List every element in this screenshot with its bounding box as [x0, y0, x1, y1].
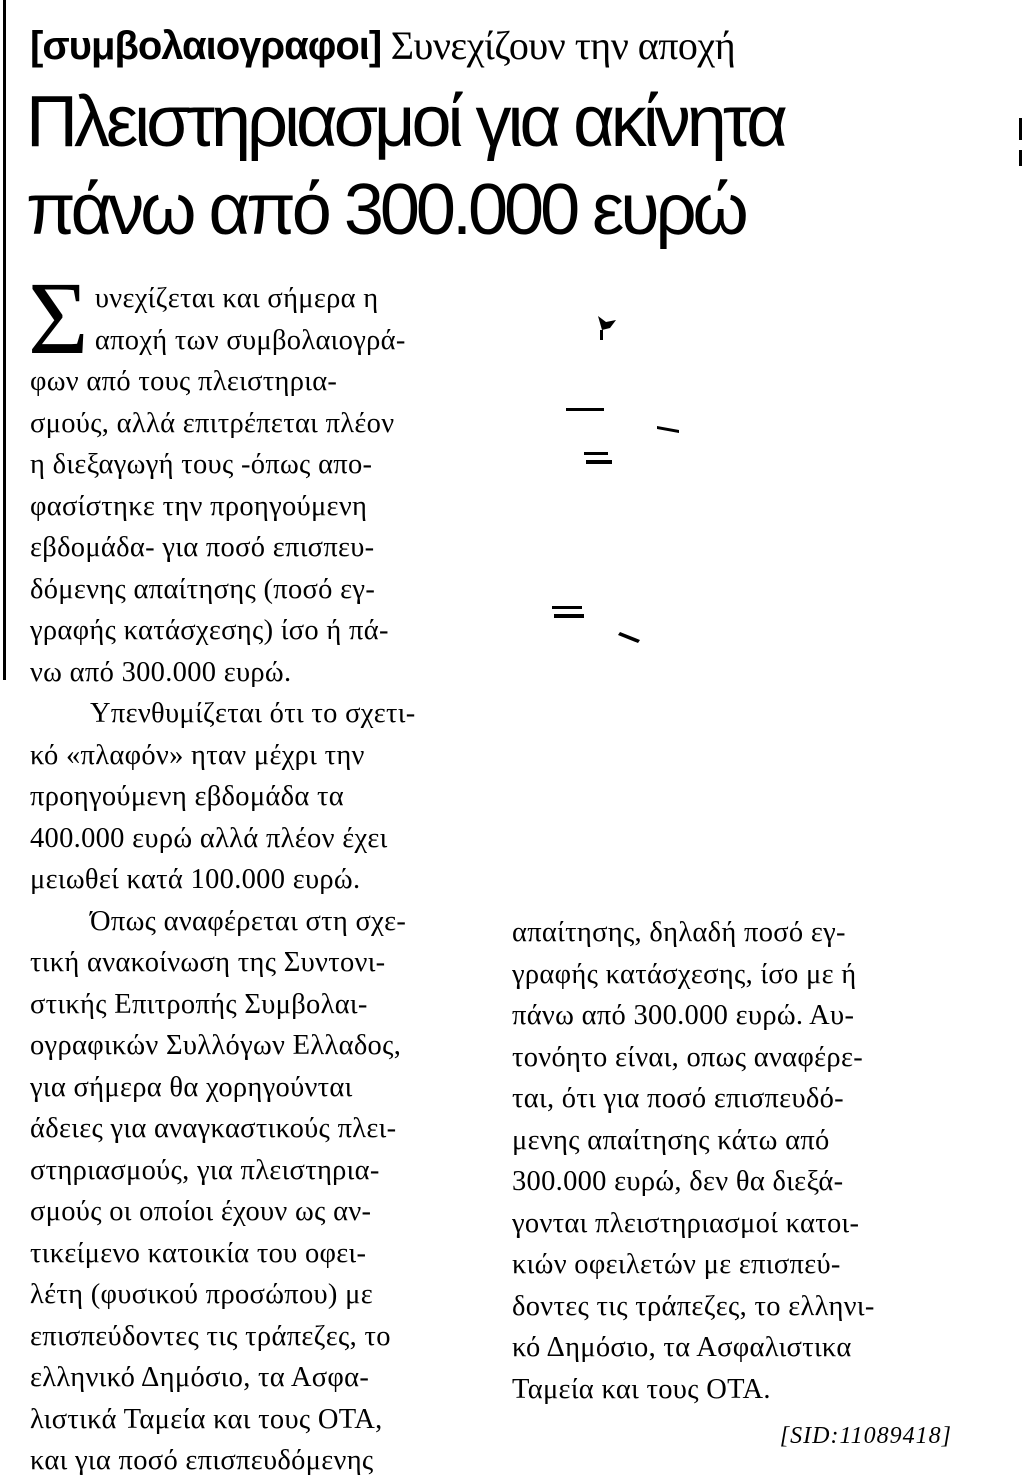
text-line: στηριασμούς, για πλειστηρια-: [30, 1154, 380, 1186]
text-line: ελληνικό Δημόσιο, τα Ασφα-: [30, 1362, 370, 1393]
text-line: μειωθεί κατά 100.000 ευρώ.: [30, 864, 361, 895]
scan-speck: [586, 460, 612, 464]
headline-line: πάνω από 300.000 ευρώ: [26, 170, 745, 250]
text-line: γραφής κατάσχεσης, ίσο με ή: [512, 958, 857, 990]
text-line: Όπως αναφέρεται στη σχε-: [90, 905, 407, 937]
text-line: γονται πλειστηριασμοί κατοι-: [512, 1207, 860, 1239]
scan-speck: [566, 408, 604, 411]
text-line: δοντες τις τράπεζες, το ελληνι-: [512, 1290, 875, 1322]
sid-reference: [SID:11089418]: [779, 1423, 952, 1449]
text-line: εβδομάδα- για ποσό επισπευ-: [30, 532, 375, 563]
text-line: Υπενθυμίζεται ότι το σχετι-: [90, 698, 416, 729]
text-line: 400.000 ευρώ αλλά πλέον έχει: [30, 822, 388, 854]
text-line: κό «πλαφόν» ηταν μέχρι την: [30, 739, 365, 771]
scan-speck: [600, 330, 603, 340]
text-line: επισπεύδοντες τις τράπεζες, το: [30, 1320, 391, 1352]
text-line: τονόητο είναι, οπως αναφέρε-: [512, 1041, 863, 1073]
text-line: και για ποσό επισπευδόμενης: [30, 1445, 374, 1476]
text-line: σμούς, αλλά επιτρέπεται πλέον: [30, 407, 395, 439]
scan-speck: [552, 606, 582, 609]
text-line: τικείμενο κατοικία του οφει-: [30, 1237, 367, 1269]
drop-cap: Σ: [28, 261, 89, 376]
scan-speck: [657, 426, 679, 433]
text-line: η διεξαγωγή τους -όπως απο-: [30, 449, 373, 480]
text-line: λέτη (φυσικού προσώπου) με: [30, 1279, 373, 1310]
text-line: φων από τους πλειστηρια-: [30, 366, 338, 397]
scan-speck: [584, 452, 608, 455]
text-line: προηγούμενη εβδομάδα τα: [30, 781, 345, 812]
text-line: πάνω από 300.000 ευρώ. Αυ-: [512, 1000, 855, 1031]
text-line: μενης απαίτησης κάτω από: [512, 1124, 830, 1156]
scan-speck: [554, 614, 584, 618]
text-line: άδειες για αναγκαστικούς πλει-: [30, 1113, 397, 1144]
kicker-tag: [συμβολαιογραφοι]: [30, 24, 382, 68]
text-line: στικής Επιτροπής Συμβολαι-: [30, 988, 368, 1020]
text-line: κό Δημόσιο, τα Ασφαλιστικα: [512, 1332, 852, 1363]
text-line: γραφής κατάσχεσης) ίσο ή πά-: [30, 615, 389, 646]
text-line: 300.000 ευρώ, δεν θα διεξά-: [512, 1166, 844, 1197]
text-line: σμούς οι οποίοι έχουν ως αν-: [30, 1196, 372, 1227]
text-line: κιών οφειλετών με επισπεύ-: [512, 1249, 841, 1280]
scan-speck: [598, 316, 616, 330]
text-line: τική ανακοίνωση της Συντονι-: [30, 947, 386, 978]
headline-line: Πλειστηριασμοί για ακίνητα: [26, 82, 784, 162]
text-line: δόμενης απαίτησης (ποσό εγ-: [30, 573, 376, 605]
text-line: απαίτησης, δηλαδή ποσό εγ-: [512, 917, 846, 948]
kicker-text: Συνεχίζουν την αποχή: [390, 23, 736, 68]
text-line: φασίστηκε την προηγούμενη: [30, 490, 368, 522]
text-line: για σήμερα θα χορηγούνται: [30, 1071, 353, 1103]
text-line: ογραφικών Συλλόγων Ελλαδος,: [30, 1030, 402, 1061]
text-line: αποχή των συμβολαιογρά-: [94, 324, 406, 356]
text-line: Ταμεία και τους ΟΤΑ.: [512, 1373, 771, 1405]
text-line: λιστικά Ταμεία και τους ΟΤΑ,: [30, 1403, 383, 1435]
scan-speck: [618, 632, 640, 643]
text-line: ται, ότι για ποσό επισπευδό-: [512, 1083, 844, 1114]
text-line: υνεχίζεται και σήμερα η: [94, 283, 379, 314]
text-line: νω από 300.000 ευρώ.: [30, 656, 292, 688]
